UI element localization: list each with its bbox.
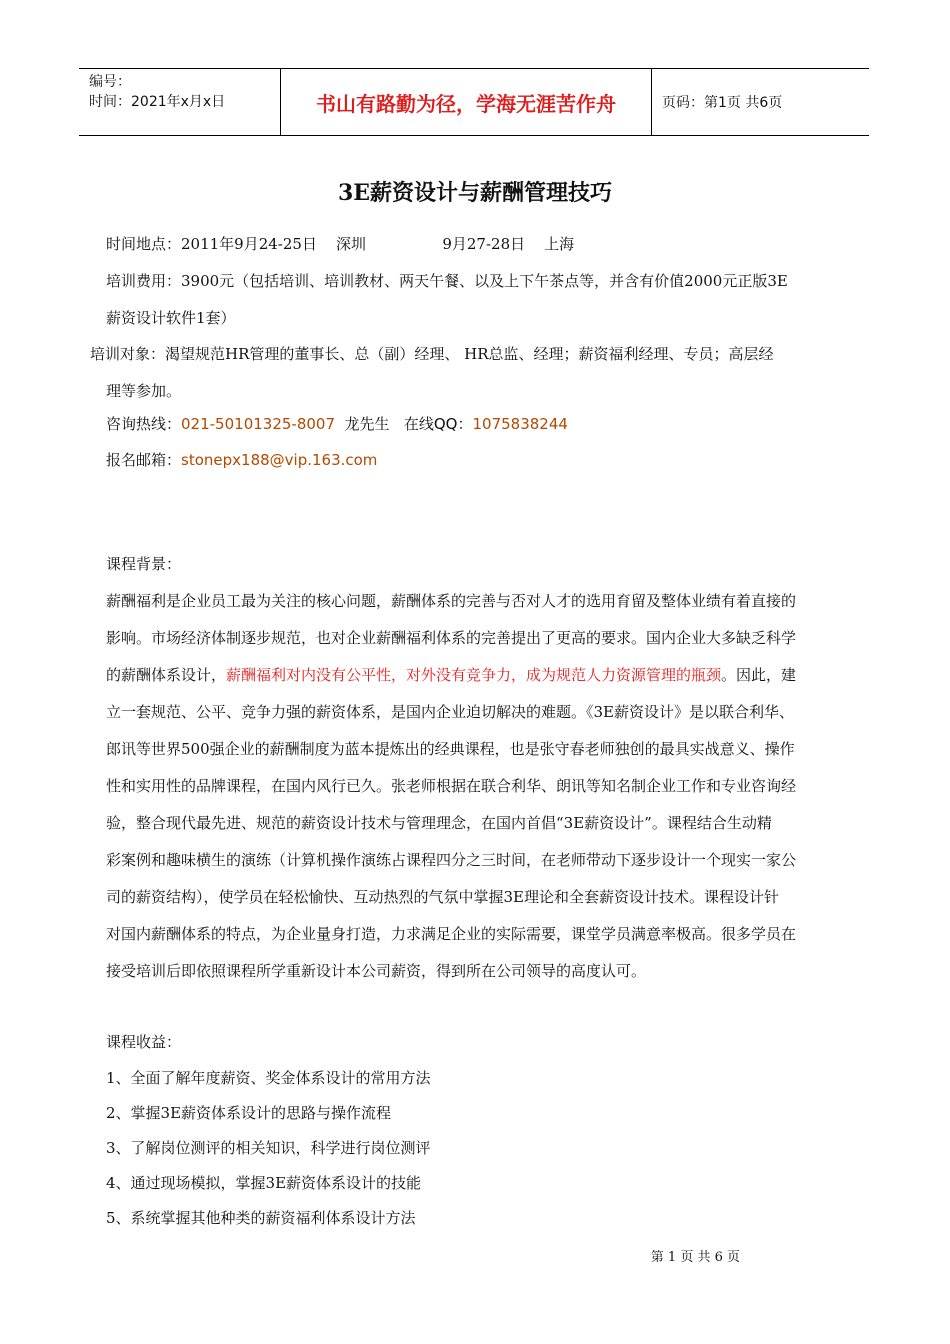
list-item: 1、全面了解年度薪资、奖金体系设计的常用方法 bbox=[106, 1069, 431, 1087]
background-line: 验，整合现代最先进、规范的薪资设计技术与管理理念，在国内首倡“3E薪资设计”。课程结合生动精 bbox=[106, 814, 772, 832]
fee-line-1: 培训费用：3900元（包括培训、培训教材、两天午餐、以及上下午茶点等，并含有价值2000元正版3E bbox=[106, 272, 788, 290]
background-line bbox=[106, 657, 882, 694]
list-item: 3、了解岗位测评的相关知识，科学进行岗位测评 bbox=[106, 1139, 431, 1157]
page-header bbox=[79, 68, 869, 136]
background-text: 的薪酬体系设计， bbox=[106, 666, 227, 684]
background-line: 郎讯等世界500强企业的薪酬制度为蓝本提炼出的经典课程，也是张守春老师独创的最具实战意义、操作 bbox=[106, 740, 795, 758]
contact-email-row bbox=[106, 442, 377, 478]
hotline-number[interactable]: 021-50101325-8007 bbox=[181, 415, 335, 433]
header-motto: 书山有路勤为径，学海无涯苦作舟 bbox=[280, 69, 652, 135]
background-line: 薪酬福利是企业员工最为关注的核心问题，薪酬体系的完善与否对人才的选用育留及整体业绩有着直接的 bbox=[106, 592, 797, 610]
benefits-heading: 课程收益： bbox=[106, 1033, 182, 1051]
highlighted-text: 薪酬福利对内没有公平性，对外没有竞争力，成为规范人力资源管理的瓶颈 bbox=[226, 666, 722, 684]
header-number: 编号： bbox=[89, 74, 131, 90]
email-link[interactable]: stonepx188@vip.163.com bbox=[181, 451, 378, 469]
qq-label: 在线QQ： bbox=[403, 415, 473, 433]
course-background bbox=[106, 546, 882, 990]
contact-hotline-row bbox=[106, 406, 568, 442]
header-page-code: 页码：第1页 共6页 bbox=[662, 95, 783, 111]
target-line-1: 培训对象：渴望规范HR管理的董事长、总（副）经理、 HR总监、经理；薪资福利经理、专员；高层经 bbox=[90, 345, 774, 363]
hotline-label: 咨询热线： bbox=[106, 415, 182, 433]
header-time: 时间：2021年x月x日 bbox=[89, 94, 226, 110]
background-text: 。因此，建 bbox=[721, 666, 797, 684]
target-audience bbox=[90, 336, 880, 410]
course-benefits bbox=[106, 1024, 882, 1236]
background-line: 影响。市场经济体制逐步规范，也对企业薪酬福利体系的完善提出了更高的要求。国内企业大多缺乏科学 bbox=[106, 629, 797, 647]
header-meta bbox=[79, 69, 280, 135]
email-label: 报名邮箱： bbox=[106, 451, 182, 469]
time-place: 时间地点：2011年9月24-25日 深圳 9月27-28日 上海 bbox=[106, 235, 575, 253]
list-item: 5、系统掌握其他种类的薪资福利体系设计方法 bbox=[106, 1209, 416, 1227]
background-line: 彩案例和趣味横生的演练（计算机操作演练占课程四分之三时间，在老师带动下逐步设计一个现实一家公 bbox=[106, 851, 797, 869]
background-line: 接受培训后即依照课程所学重新设计本公司薪资，得到所在公司领导的高度认可。 bbox=[106, 962, 647, 980]
background-line: 对国内薪酬体系的特点，为企业量身打造，力求满足企业的实际需要，课堂学员满意率极高。很多学员在 bbox=[106, 925, 797, 943]
background-line: 立一套规范、公平、竞争力强的薪资体系，是国内企业迫切解决的难题。《3E薪资设计》是以联合利华、 bbox=[106, 703, 794, 721]
course-info bbox=[106, 226, 881, 337]
list-item: 4、通过现场模拟，掌握3E薪资体系设计的技能 bbox=[106, 1174, 422, 1192]
background-line: 性和实用性的品牌课程，在国内风行已久。张老师根据在联合利华、朗讯等知名制企业工作和专业咨询经 bbox=[106, 777, 797, 795]
target-line-2: 理等参加。 bbox=[106, 382, 182, 400]
qq-number[interactable]: 1075838244 bbox=[472, 415, 568, 433]
document-title: 3E薪资设计与薪酬管理技巧 bbox=[337, 180, 613, 206]
contact-person: 龙先生 bbox=[344, 415, 390, 433]
fee-line-2: 薪资设计软件1套） bbox=[106, 309, 236, 327]
list-item: 2、掌握3E薪资体系设计的思路与操作流程 bbox=[106, 1104, 392, 1122]
background-line: 司的薪资结构），使学员在轻松愉快、互动热烈的气氛中掌握3E理论和全套薪资设计技术。课程设计针 bbox=[106, 888, 779, 906]
background-heading: 课程背景： bbox=[106, 555, 182, 573]
page-footer: 第 1 页 共 6 页 bbox=[650, 1250, 740, 1265]
